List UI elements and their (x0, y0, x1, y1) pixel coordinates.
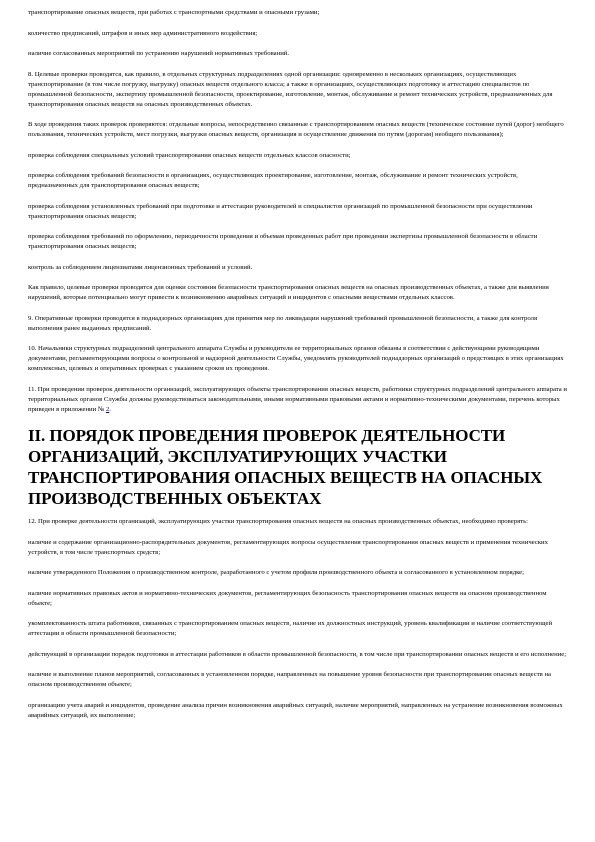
paragraph: 9. Оперативные проверки проводятся в поднадзорных организациях для принятия мер по ликвидации нарушений требований промышленной безопасности, а также для контроля выполнения ранее выданных предписаний. (28, 314, 538, 332)
section-heading: II. ПОРЯДОК ПРОВЕДЕНИЯ ПРОВЕРОК ДЕЯТЕЛЬНОСТИ ОРГАНИЗАЦИЙ, ЭКСПЛУАТИРУЮЩИХ УЧАСТКИ ТРАНСПОРТИРОВАНИЯ ОПАСНЫХ ВЕЩЕСТВ НА ОПАСНЫХ ПРОИЗВОДСТВЕННЫХ ОБЪЕКТАХ (28, 426, 543, 508)
paragraph: транспортирование опасных веществ, при работах с транспортными средствами и опасными грузами; (28, 9, 320, 16)
document-body (28, 8, 568, 731)
paragraph-11-text: 11. При проведении проверок деятельности организаций, эксплуатирующих объекты транспортирования опасных веществ, работники структурных подразделений центрального аппарата и территориальных органов Службы должны руководствоваться законодательными, иными нормативными правовыми актами и нормативно-техническими документами, перечень которых приведен в приложении № (28, 385, 567, 413)
paragraph: количество предписаний, штрафов и иных мер административного воздействия; (28, 29, 258, 37)
paragraph: организацию учета аварий и инцидентов, проведение анализа причин возникновения аварийных ситуаций, наличие мероприятий, направленных на устранение возникновения возможных аварийных ситуаций, их выполнение; (28, 701, 563, 719)
paragraph: проверка соблюдения требований по оформлению, периодичности проведения и объемам проведенных работ при проведении экспертизы промышленной безопасности в области транспортирования опасных веществ; (28, 233, 538, 250)
paragraph: 8. Целевые проверки проводятся, как правило, в отдельных структурных подразделениях одной организации: одновременно в нескольких организациях, осуществляющих транспортирование (в том числе погрузку, выгрузку) опасных веществ отдельного класса; а также в организациях, осуществляющих подготовку и аттестацию специалистов по промышленной безопасности, экспертизу промышленной безопасности, проектирование, изготовление, монтаж, обслуживание и ремонт технических устройств, предназначенных для транспортирования опасных веществ на опасных производственных объектах. (28, 70, 553, 108)
paragraph: наличие согласованных мероприятий по устранению нарушений нормативных требований. (28, 50, 290, 57)
paragraph: проверка соблюдения требований безопасности в организациях, осуществляющих проектирование, изготовление, монтаж, обслуживание и ремонт технических устройств, предназначенных для транспортирования опасных веществ; (28, 172, 518, 189)
paragraph: 12. При проверке деятельности организаций, эксплуатирующих участки транспортирования опасных веществ на опасных производственных объектах, необходимо проверять: (28, 518, 528, 525)
paragraph: проверка соблюдения специальных условий транспортирования опасных веществ отдельных классов опасности; (28, 151, 351, 159)
paragraph: наличие нормативных правовых актов и нормативно-технических документов, регламентирующих безопасность транспортирования опасных веществ на опасном производственном объекте; (28, 589, 547, 607)
paragraph: наличие и выполнение планов мероприятий, согласованных в установленном порядке, направленных на повышение уровня безопасности при транспортировании опасных веществ на опасном производственном объекте; (28, 671, 552, 688)
paragraph: 10. Начальники структурных подразделений центрального аппарата Службы и руководители ее территориальных органов обязаны в соответствии с действующими руководящими документами, регламентирующими вопросы о контрольной и надзорной деятельности Службы, уведомлять руководителей поднадзорных организаций о предстоящих в этих организациях комплексных, целевых и оперативных проверках с указанием сроков их проведения. (28, 345, 564, 372)
paragraph: Как правило, целевые проверки проводятся для оценки состояния безопасности транспортирования опасных веществ на опасных производственных объектах, а также для выявления нарушений, которые потенциально могут привести к возникновению аварийных ситуаций и инцидентов с опасными веществами отдельных классов. (28, 284, 549, 301)
paragraph: наличие утвержденного Положения о производственном контроле, разработанного с учетом профиля производственного объекта и согласованного в установленном порядке; (28, 569, 525, 576)
paragraph: действующий в организации порядок подготовки и аттестации работников в области промышленной безопасности, в том числе при транспортировании опасных веществ и его исполнение; (28, 650, 567, 658)
paragraph-11-end: . (109, 405, 111, 413)
paragraph: контроль за соблюдением лицензиатами лицензионных требований и условий. (28, 263, 253, 271)
paragraph: проверка соблюдения установленных требований при подготовке и аттестации руководителей и специалистов организаций по промышленной безопасности при осуществлении транспортирования опасных веществ; (28, 202, 533, 220)
paragraph: укомплектованность штата работников, связанных с транспортированием опасных веществ, наличие их должностных инструкций, уровень квалификации и наличие соответствующей аттестации в области промышленной безопасности; (28, 620, 553, 637)
paragraph: В ходе проведения таких проверок проверяются: отдельные вопросы, непосредственно связанные с транспортированием опасных веществ (техническое состояние путей (дорог) необщего пользования, технических устройств, мест погрузки, выгрузки опасных веществ, организация и осуществление движения по путям (дорогам) необщего пользования); (28, 121, 564, 138)
paragraph-11 (28, 385, 568, 415)
paragraph: наличие и содержание организационно-распорядительных документов, регламентирующих вопросы осуществления транспортирования опасных веществ и применения технических устройств, в том числе транспортных средств; (28, 538, 548, 556)
appendix-2-link[interactable]: 2 (105, 405, 110, 413)
